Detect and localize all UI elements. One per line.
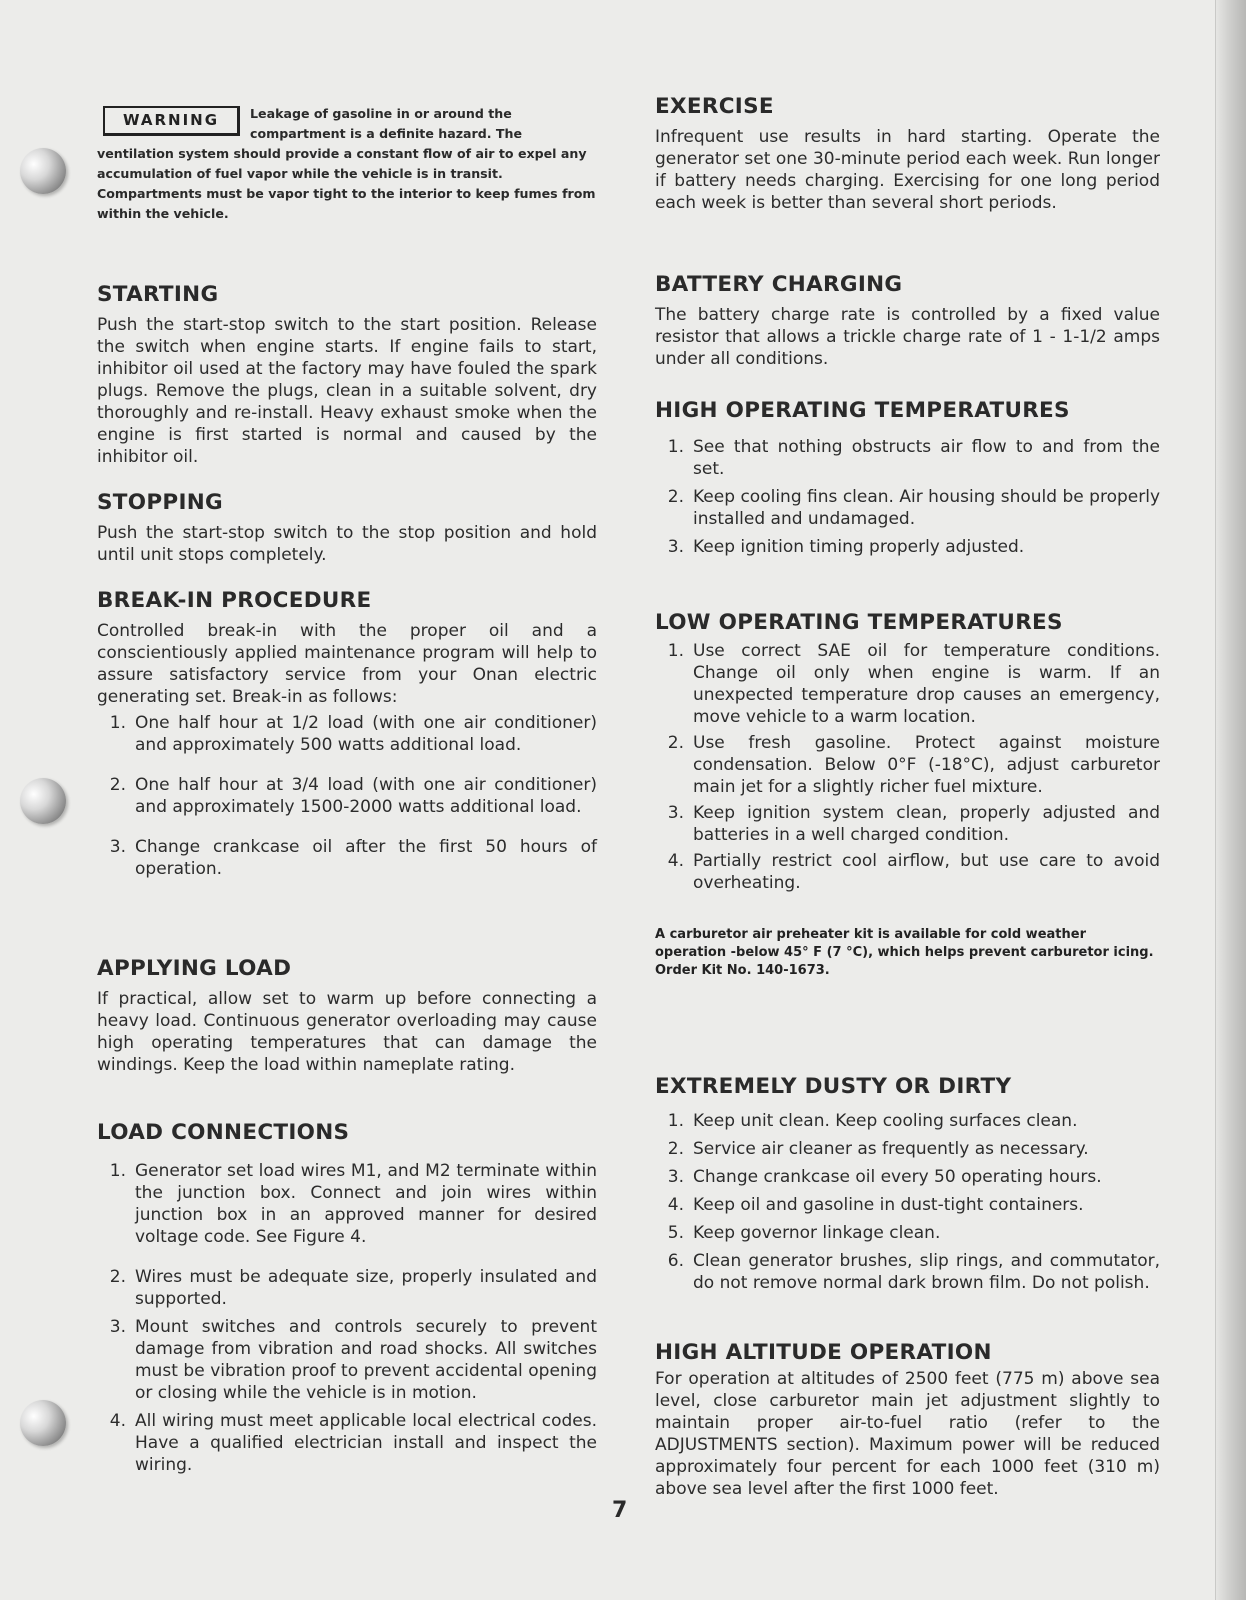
binder-hole-top [20, 148, 66, 194]
heading-dusty: EXTREMELY DUSTY OR DIRTY [655, 1074, 1012, 1099]
list-item: 2. Wires must be adequate size, properly insulated and supported. [109, 1267, 597, 1309]
list-item: 4. Keep oil and gasoline in dust-tight containers. [667, 1195, 1084, 1215]
text-high-altitude: For operation at altitudes of 2500 feet (775 m) above sea level, close carburetor main jet adjustment slightly to maintain proper air-to-fuel ratio (refer to the ADJUSTMENTS section). Maximum power will be reduced approximately four percent for each 1000 feet (310 m) above sea level after the first 1000 feet. [655, 1369, 1160, 1499]
binder-hole-bottom [20, 1400, 66, 1446]
warning-label: WARNING [103, 106, 240, 136]
high-temp-list [655, 436, 1160, 558]
dusty-list [655, 1110, 1160, 1294]
heading-break-in: BREAK-IN PROCEDURE [97, 588, 372, 613]
list-item: 1. Use correct SAE oil for temperature conditions. Change oil only when engine is warm. If an unexpected temperature drop causes an emergency, move vehicle to a warm location. [667, 641, 1160, 727]
section-applying-load [97, 956, 597, 1076]
heading-low-temp: LOW OPERATING TEMPERATURES [655, 610, 1063, 635]
list-item: 1. Keep unit clean. Keep cooling surfaces clean. [667, 1111, 1078, 1131]
list-item: 4. Partially restrict cool airflow, but use care to avoid overheating. [667, 851, 1160, 893]
list-item: 2. Keep cooling fins clean. Air housing should be properly installed and undamaged. [667, 487, 1160, 529]
list-item: 2. One half hour at 3/4 load (with one air conditioner) and approximately 1500-2000 watts additional load. [109, 775, 597, 817]
preheater-note: A carburetor air preheater kit is available for cold weather operation -below 45° F (7 °C), which helps prevent carburetor icing. Order Kit No. 140-1673. [655, 927, 1154, 978]
binder-hole-middle [20, 778, 66, 824]
heading-battery-charging: BATTERY CHARGING [655, 272, 903, 297]
list-item: 2. Service air cleaner as frequently as necessary. [667, 1139, 1089, 1159]
list-item: 3. Change crankcase oil after the first 50 hours of operation. [109, 837, 597, 879]
list-item: 6. Clean generator brushes, slip rings, and commutator, do not remove normal dark brown film. Do not polish. [667, 1251, 1160, 1293]
heading-high-altitude: HIGH ALTITUDE OPERATION [655, 1340, 992, 1365]
text-exercise: Infrequent use results in hard starting. Operate the generator set one 30-minute period each week. Run longer if battery needs charging. Exercising for one long period each week is better than several short periods. [655, 127, 1160, 213]
section-battery-charging [655, 272, 1160, 370]
list-item: 2. Use fresh gasoline. Protect against moisture condensation. Below 0°F (-18°C), adjust carburetor main jet for a slightly richer fuel mixture. [667, 733, 1160, 797]
list-item: 3. Keep ignition timing properly adjusted. [667, 537, 1025, 557]
heading-starting: STARTING [97, 282, 219, 307]
section-low-temp [655, 610, 1160, 894]
list-item: 3. Mount switches and controls securely to prevent damage from vibration and road shocks. All switches must be vibration proof to prevent accidental opening or closing while the vehicle is in motion. [109, 1317, 597, 1403]
text-starting: Push the start-stop switch to the start position. Release the switch when engine starts. If engine fails to start, inhibitor oil used at the factory may have fouled the spark plugs. Remove the plugs, clean in a suitable solvent, dry thoroughly and re-install. Heavy exhaust smoke when the engine is first started is normal and caused by the inhibitor oil. [97, 315, 597, 467]
page-edge-shadow [1215, 0, 1246, 1600]
list-item: 1. See that nothing obstructs air flow to and from the set. [667, 437, 1160, 479]
page-number: 7 [612, 1498, 628, 1523]
break-in-list [97, 712, 597, 880]
section-high-temp [655, 398, 1160, 558]
section-exercise [655, 94, 1160, 214]
heading-exercise: EXERCISE [655, 94, 774, 119]
warning-text: Leakage of gasoline in or around the compartment is a definite hazard. The ventilation system should provide a constant flow of air to expel any accumulation of fuel vapor while the vehicle is in transit. Compartments must be vapor tight to the interior to keep fumes from within the vehicle. [97, 106, 596, 221]
low-temp-list [655, 640, 1160, 894]
section-starting [97, 282, 597, 468]
list-item: 3. Keep ignition system clean, properly adjusted and batteries in a well charged condition. [667, 803, 1160, 845]
list-item: 3. Change crankcase oil every 50 operating hours. [667, 1167, 1102, 1187]
warning-block [97, 104, 597, 224]
list-item: 1. One half hour at 1/2 load (with one air conditioner) and approximately 500 watts additional load. [109, 713, 597, 755]
list-item: 1. Generator set load wires M1, and M2 terminate within the junction box. Connect and join wires within junction box in an approved manner for desired voltage code. See Figure 4. [109, 1161, 597, 1247]
heading-load-connections: LOAD CONNECTIONS [97, 1120, 350, 1145]
load-connections-list [97, 1160, 597, 1476]
section-high-altitude [655, 1340, 1160, 1500]
list-item: 5. Keep governor linkage clean. [667, 1223, 941, 1243]
text-stopping: Push the start-stop switch to the stop position and hold until unit stops completely. [97, 523, 597, 565]
heading-stopping: STOPPING [97, 490, 223, 515]
section-dusty [655, 1074, 1160, 1294]
text-battery-charging: The battery charge rate is controlled by a fixed value resistor that allows a trickle charge rate of 1 - 1-1/2 amps under all conditions. [655, 305, 1160, 369]
section-break-in [97, 588, 597, 880]
text-break-in: Controlled break-in with the proper oil and a conscientiously applied maintenance program will help to assure satisfactory service from your Onan electric generating set. Break-in as follows: [97, 621, 597, 707]
section-load-connections [97, 1120, 597, 1476]
heading-high-temp: HIGH OPERATING TEMPERATURES [655, 398, 1070, 423]
text-applying-load: If practical, allow set to warm up before connecting a heavy load. Continuous generator overloading may cause high operating temperatures that can damage the windings. Keep the load within nameplate rating. [97, 989, 597, 1075]
list-item: 4. All wiring must meet applicable local electrical codes. Have a qualified electrician install and inspect the wiring. [109, 1411, 597, 1475]
heading-applying-load: APPLYING LOAD [97, 956, 292, 981]
section-stopping [97, 490, 597, 566]
